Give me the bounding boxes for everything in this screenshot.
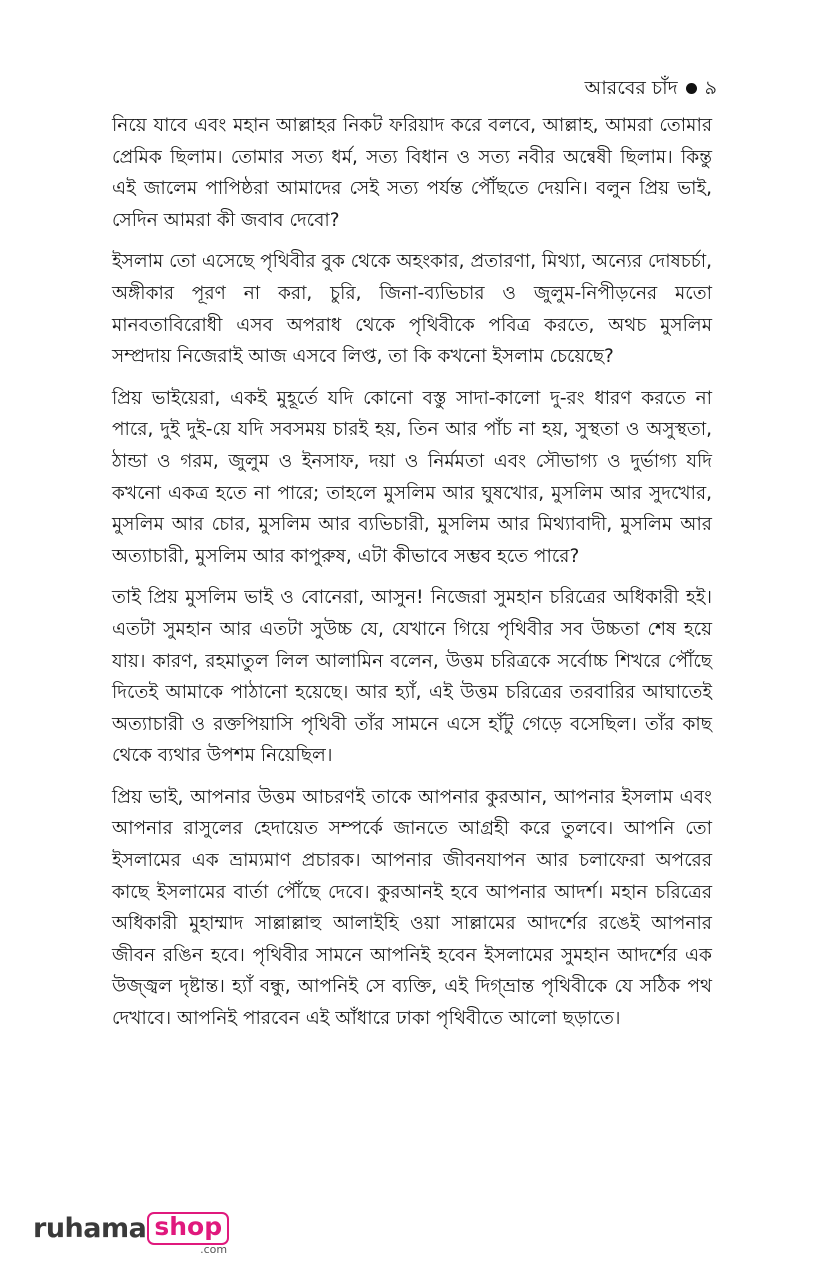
- logo-text-shop: shop: [147, 1212, 229, 1245]
- bullet-icon: [686, 83, 697, 94]
- paragraph-4: তাই প্রিয় মুসলিম ভাই ও বোনেরা, আসুন! নিজেরা সুমহান চরিত্রের অধিকারী হই। এতটা সুমহান আর এতটা সুউচ্চ যে, যেখানে গিয়ে পৃথিবীর সব উচ্চতা শেষ হয়ে যায়। কারণ, রহমাতুল লিল আলামিন বলেন, উত্তম চরিত্রকে সর্বোচ্চ শিখরে পৌঁছে দিতেই আমাকে পাঠানো হয়েছে। আর হ্যাঁ, এই উত্তম চরিত্রের তরবারির আঘাতেই অত্যাচারী ও রক্তপিয়াসি পৃথিবী তাঁর সামনে এসে হাঁটু গেড়ে বসেছিল। তাঁর কাছ থেকে ব্যথার উপশম নিয়েছিল।: [112, 587, 712, 767]
- paragraph-5: প্রিয় ভাই, আপনার উত্তম আচরণই তাকে আপনার কুরআন, আপনার ইসলাম এবং আপনার রাসুলের হেদায়েত সম্পর্কে জানতে আগ্রহী করে তুলবে। আপনি তো ইসলামের এক ভ্রাম্যমাণ প্রচারক। আপনার জীবনযাপন আর চলাফেরা অপরের কাছে ইসলামের বার্তা পৌঁছে দেবে। কুরআনই হবে আপনার আদর্শ। মহান চরিত্রের অধিকারী মুহাম্মাদ সাল্লাল্লাহু আলাইহি ওয়া সাল্লামের আদর্শের রঙেই আপনার জীবন রঙিন হবে। পৃথিবীর সামনে আপনিই হবেন ইসলামের সুমহান আদর্শের এক উজ্জ্বল দৃষ্টান্ত। হ্যাঁ বন্ধু, আপনিই সে ব্যক্তি, এই দিগ্ভ্রান্ত পৃথিবীকে যে সঠিক পথ দেখাবে। আপনিই পারবেন এই আঁধারে ঢাকা পৃথিবীতে আলো ছড়াতে।: [112, 786, 712, 1030]
- paragraph-2: ইসলাম তো এসেছে পৃথিবীর বুক থেকে অহংকার, প্রতারণা, মিথ্যা, অন্যের দোষচর্চা, অঙ্গীকার পূরণ না করা, চুরি, জিনা-ব্যভিচার ও জুলুম-নিপীড়নের মতো মানবতাবিরোধী এসব অপরাধ থেকে পৃথিবীকে পবিত্র করতে, অথচ মুসলিম সম্প্রদায় নিজেরাই আজ এসবে লিপ্ত, তা কি কখনো ইসলাম চেয়েছে?: [112, 251, 712, 368]
- page-number: ৯: [704, 77, 717, 99]
- page-body: [112, 110, 712, 1045]
- paragraph-1: নিয়ে যাবে এবং মহান আল্লাহর নিকট ফরিয়াদ করে বলবে, আল্লাহ, আমরা তোমার প্রেমিক ছিলাম। তোমার সত্য ধর্ম, সত্য বিধান ও সত্য নবীর অন্বেষী ছিলাম। কিন্তু এই জালেম পাপিষ্ঠরা আমাদের সেই সত্য পর্যন্ত পৌঁছতে দেয়নি। বলুন প্রিয় ভাই, সেদিন আমরা কী জবাব দেবো?: [112, 115, 712, 231]
- paragraph-3: প্রিয় ভাইয়েরা, একই মুহূর্তে যদি কোনো বস্তু সাদা-কালো দু-রং ধারণ করতে না পারে, দুই দুই-য়ে যদি সবসময় চারই হয়, তিন আর পাঁচ না হয়, সুস্থতা ও অসুস্থতা, ঠান্ডা ও গরম, জুলুম ও ইনসাফ, দয়া ও নির্মমতা এবং সৌভাগ্য ও দুর্ভাগ্য যদি কখনো একত্র হতে না পারে; তাহলে মুসলিম আর ঘুষখোর, মুসলিম আর সুদখোর, মুসলিম আর চোর, মুসলিম আর ব্যভিচারী, মুসলিম আর মিথ্যাবাদী, মুসলিম আর অত্যাচারী, মুসলিম আর কাপুরুষ, এটা কীভাবে সম্ভব হতে পারে?: [112, 387, 712, 567]
- running-header: [585, 76, 717, 100]
- logo-shop-badge: [147, 1212, 229, 1256]
- ruhamashop-logo: [33, 1212, 229, 1262]
- book-title: আরবের চাঁদ: [584, 77, 678, 99]
- logo-text-ruhama: ruhama: [33, 1213, 147, 1244]
- logo-text-com: .com: [200, 1243, 228, 1256]
